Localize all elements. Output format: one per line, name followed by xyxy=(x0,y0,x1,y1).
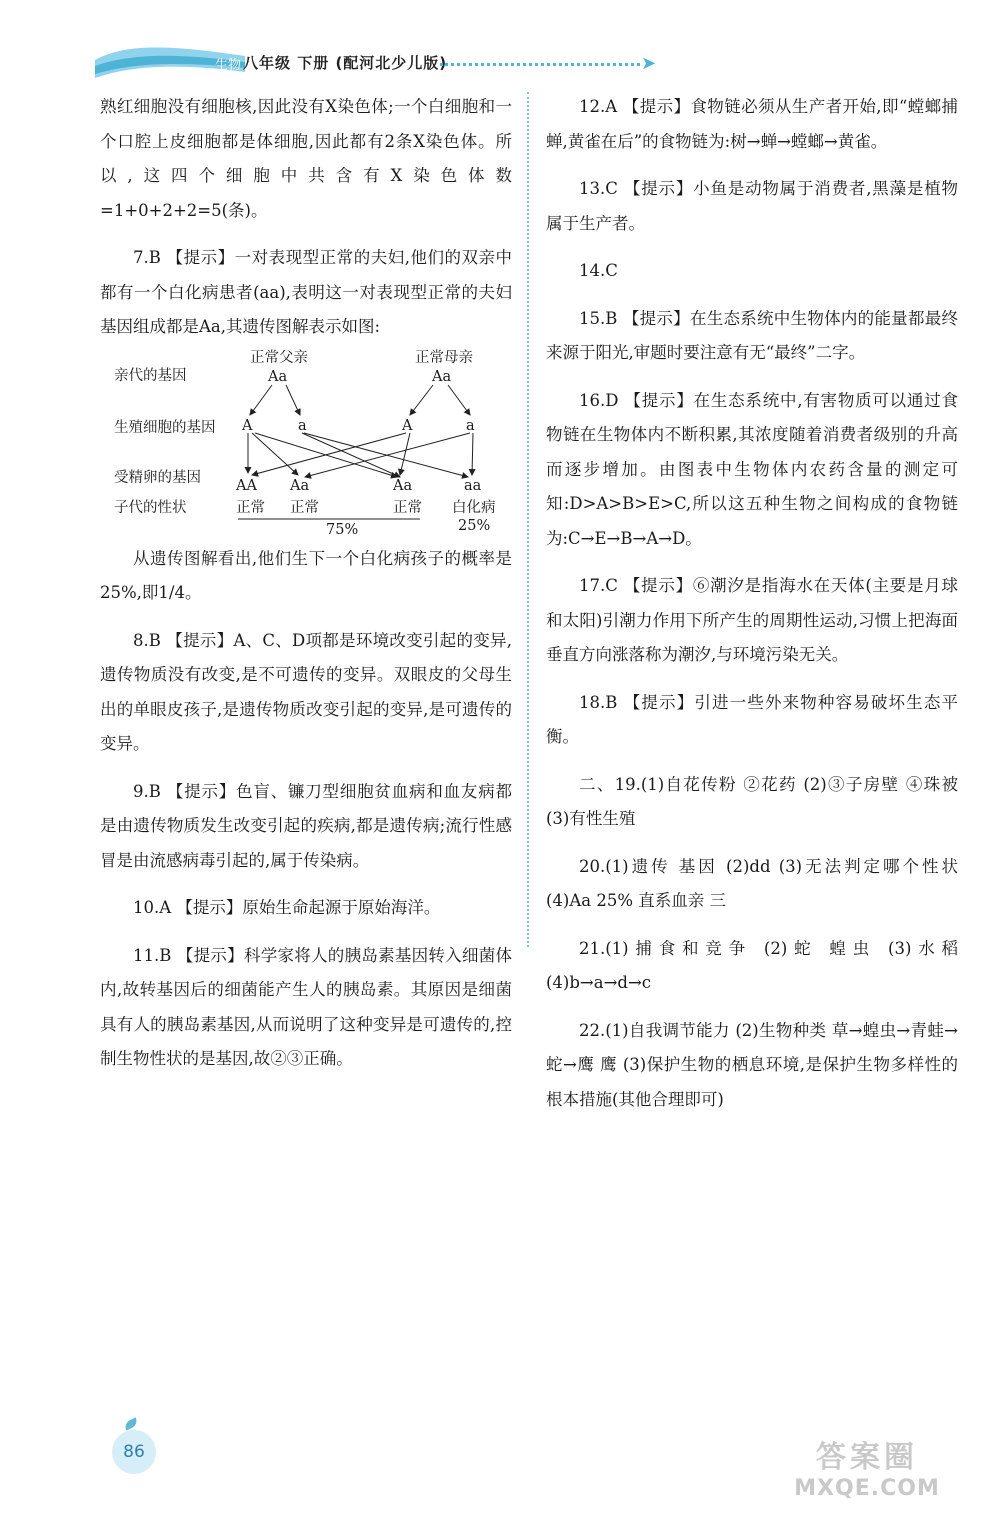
answer-21: 21.(1)捕食和竞争 (2)蛇 蝗虫 (3)水稻 (4)b→a→d→c xyxy=(546,938,958,992)
gamete-a2: a xyxy=(466,417,475,434)
left-column xyxy=(100,90,512,1077)
label-father: 正常父亲 xyxy=(250,349,308,366)
paragraph-continued: 熟红细胞没有细胞核,因此没有X染色体;一个白细胞和一个口腔上皮细胞都是体细胞,因此都有2条X染色体。所以,这四个细胞中共含有X染色体数=1+0+2+2=5(条)。 xyxy=(100,97,512,220)
answer-16: 16.D 【提示】在生态系统中,有害物质可以通过食物链在生物体内不断积累,其浓度随着消费者级别的升高而逐步增加。由图表中生物体内农药含量的测定可知:D>A>B>E>C,所以这五种生物之间构成的食物链为:C→E→B→A→D。 xyxy=(546,390,958,548)
trait-4: 白化病 xyxy=(452,499,496,516)
gamete-A1: A xyxy=(242,417,253,434)
row-zygotes-label: 受精卵的基因 xyxy=(114,469,201,486)
label-mother: 正常母亲 xyxy=(415,349,473,366)
mother-genotype: Aa xyxy=(432,368,452,385)
father-genotype: Aa xyxy=(268,368,288,385)
answer-8: 8.B 【提示】A、C、D项都是环境改变引起的变异,遗传物质没有改变,是不可遗传的变异。双眼皮的父母生出的单眼皮孩子,是遗传物质改变引起的变异,是可遗传的变异。 xyxy=(100,630,512,753)
gamete-a1: a xyxy=(298,417,307,434)
row-gametes-label: 生殖细胞的基因 xyxy=(114,419,216,436)
answer-10: 10.A 【提示】原始生命起源于原始海洋。 xyxy=(133,898,441,917)
trait-1: 正常 xyxy=(236,499,265,516)
answer-18: 18.B 【提示】引进一些外来物种容易破坏生态平衡。 xyxy=(546,692,958,746)
answer-11: 11.B 【提示】科学家将人的胰岛素基因转入细菌体内,故转基因后的细菌能产生人的胰岛素。其原因是细菌具有人的胰岛素基因,从而说明了这种变异是可遗传的,控制生物性状的是基因,故②③正确。 xyxy=(100,945,512,1068)
arrow-right-icon: ➤ xyxy=(641,53,657,74)
answer-17: 17.C 【提示】⑥潮汐是指海水在天体(主要是月球和太阳)引潮力作用下所产生的周期性运动,习惯上把海面垂直方向涨落称为潮汐,与环境污染无关。 xyxy=(546,576,958,664)
right-column xyxy=(546,90,958,1117)
leaf-icon xyxy=(123,1417,139,1430)
column-divider xyxy=(527,92,529,947)
answer-7: 7.B 【提示】一对表现型正常的夫妇,他们的双亲中都有一个白化病患者(aa),表明这一对表现型正常的夫妇基因组成都是Aa,其遗传图解表示如图: xyxy=(100,248,512,336)
page-header xyxy=(95,42,675,94)
header-dotted-line xyxy=(440,63,640,66)
percent-75: 75% xyxy=(326,521,359,538)
answer-14: 14.C xyxy=(579,261,618,280)
answer-20: 20.(1)遗传 基因 (2)dd (3)无法判定哪个性状 (4)Aa 25% 直系血亲 三 xyxy=(546,856,958,910)
trait-3: 正常 xyxy=(393,499,422,516)
answer-9: 9.B 【提示】色盲、镰刀型细胞贫血病和血友病都是由遗传物质发生改变引起的疾病,都是遗传病;流行性感冒是由流感病毒引起的,属于传染病。 xyxy=(100,781,512,870)
zygote-2: Aa xyxy=(290,477,310,494)
answer-15: 15.B 【提示】在生态系统中生物体内的能量都最终来源于阳光,审题时要注意有无“最终”二字。 xyxy=(546,308,958,362)
page-number: 86 xyxy=(112,1430,156,1474)
book-title: 八年级 下册 (配河北少儿版) xyxy=(243,54,448,72)
row-traits-label: 子代的性状 xyxy=(114,499,187,516)
trait-2: 正常 xyxy=(290,499,319,516)
watermark-cn: 答案圈 xyxy=(816,1440,918,1475)
answer-22: 22.(1)自我调节能力 (2)生物种类 草→蝗虫→青蛙→蛇→鹰 鹰 (3)保护生物的栖息环境,是保护生物多样性的根本措施(其他合理即可) xyxy=(546,1020,958,1109)
percent-25: 25% xyxy=(458,517,491,534)
subject-tag: 生物 xyxy=(215,58,242,73)
answer-13: 13.C 【提示】小鱼是动物属于消费者,黑藻是植物属于生产者。 xyxy=(546,179,958,233)
watermark-logo xyxy=(752,1440,982,1504)
genetic-diagram xyxy=(100,349,512,538)
zygote-3: Aa xyxy=(393,477,413,494)
gamete-A2: A xyxy=(402,417,413,434)
answer-12: 12.A 【提示】食物链必须从生产者开始,即“螳螂捕蝉,黄雀在后”的食物链为:树→蝉→螳螂→黄雀。 xyxy=(546,97,958,151)
zygote-4: aa xyxy=(464,477,482,494)
answer-7-conclusion: 从遗传图解看出,他们生下一个白化病孩子的概率是25%,即1/4。 xyxy=(100,548,512,602)
zygote-1: AA xyxy=(236,477,257,494)
row-parents-label: 亲代的基因 xyxy=(114,367,187,384)
watermark-en: MXQE.COM xyxy=(794,1476,940,1501)
answer-19: 二、19.(1)自花传粉 ②花药 (2)③子房壁 ④珠被 (3)有性生殖 xyxy=(546,774,958,828)
